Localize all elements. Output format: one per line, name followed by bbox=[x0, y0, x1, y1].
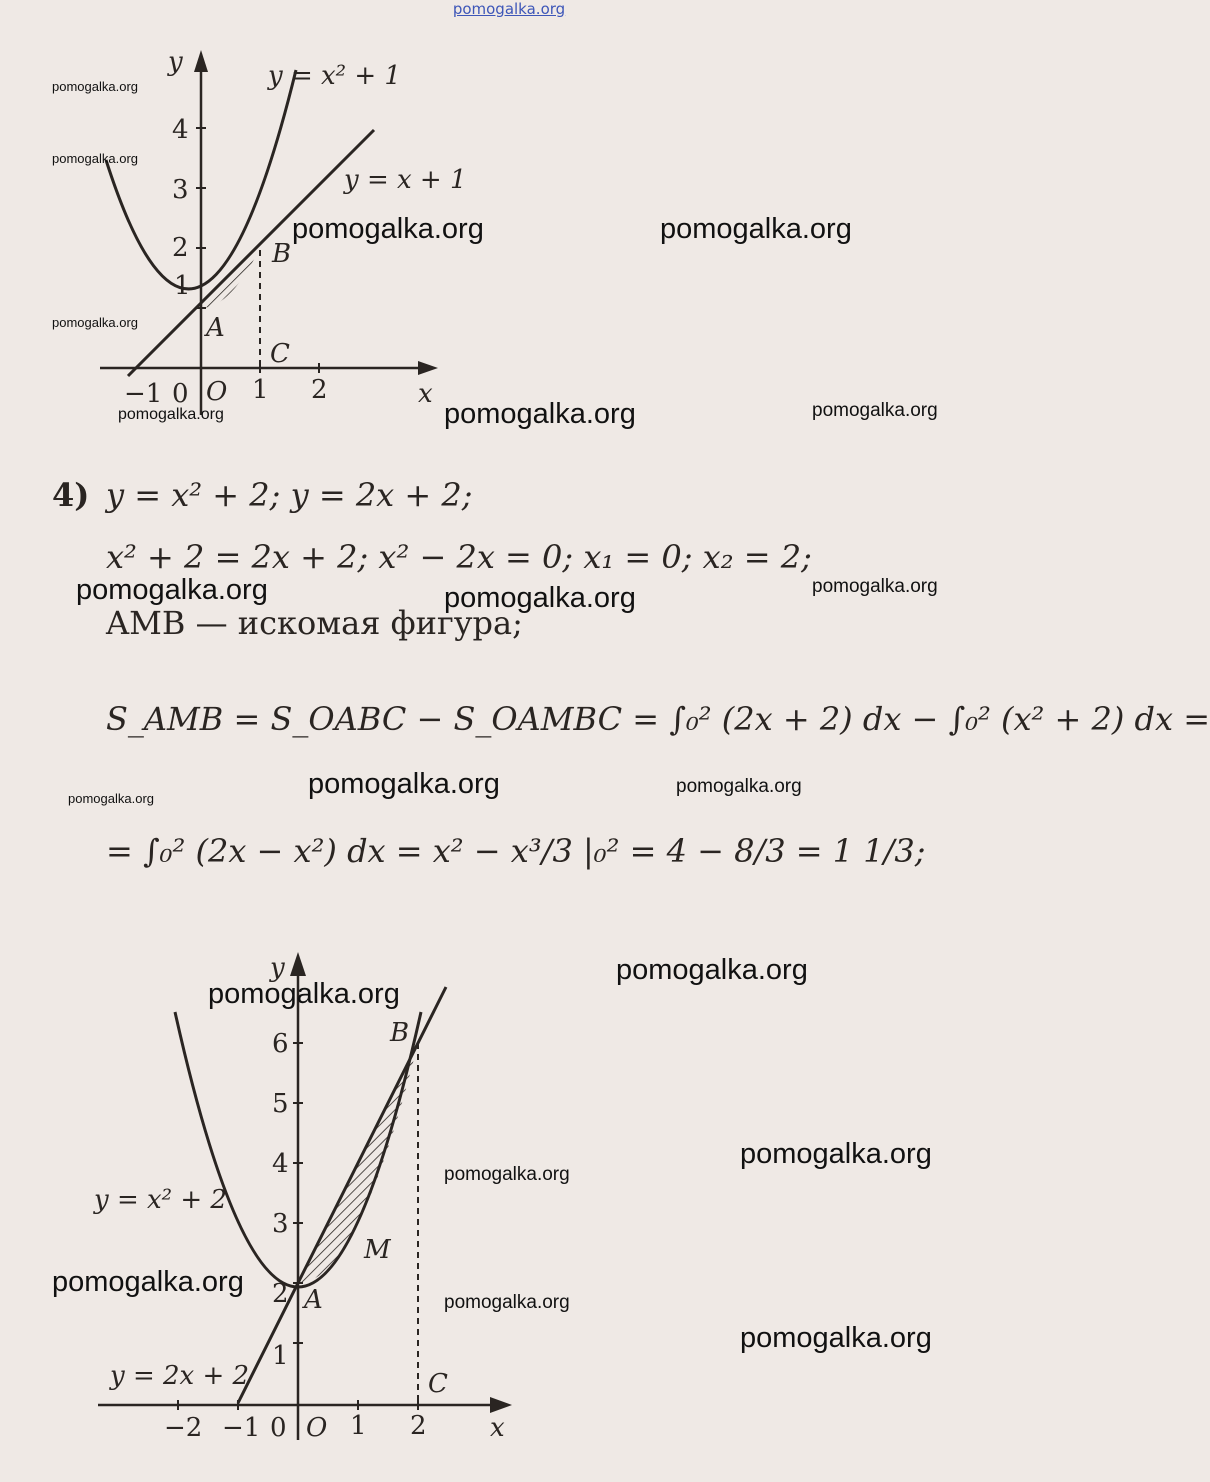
x-tick-label: −1 bbox=[222, 1413, 261, 1443]
x-tick-label: −1 bbox=[124, 379, 163, 409]
curve-label: y = x² + 2 bbox=[94, 1185, 227, 1215]
x-tick-label: 2 bbox=[311, 375, 328, 405]
line-label: y = x + 1 bbox=[344, 165, 467, 195]
watermark[interactable]: pomogalka.org bbox=[208, 978, 400, 1010]
y-axis-label: y bbox=[270, 953, 285, 983]
watermark[interactable]: pomogalka.org bbox=[118, 406, 224, 423]
point-c-label: C bbox=[270, 339, 290, 369]
y-tick-label: 2 bbox=[272, 1279, 289, 1309]
x-axis-label: x bbox=[490, 1413, 505, 1443]
problem-number: 4) bbox=[52, 476, 90, 514]
equation-line-3: AMB — искомая фигура; bbox=[106, 604, 523, 642]
x-tick-label: 0 bbox=[172, 379, 189, 409]
y-axis-label: y bbox=[168, 47, 183, 77]
watermark[interactable]: pomogalka.org bbox=[52, 79, 138, 94]
origin-label: O bbox=[206, 377, 228, 407]
equation-line-1: y = x² + 2; y = 2x + 2; bbox=[106, 476, 473, 514]
watermark[interactable]: pomogalka.org bbox=[292, 213, 484, 245]
x-tick-label: 0 bbox=[270, 1413, 287, 1443]
watermark[interactable]: pomogalka.org bbox=[676, 776, 802, 797]
y-tick-label: 4 bbox=[172, 115, 189, 145]
equation-line-2: x² + 2 = 2x + 2; x² − 2x = 0; x₁ = 0; x₂ = 2; bbox=[106, 538, 812, 576]
equation-line-5: = ∫₀² (2x − x²) dx = x² − x³/3 |₀² = 4 − 8/3 = 1 1/3; bbox=[106, 832, 926, 870]
y-tick-label: 3 bbox=[272, 1209, 289, 1239]
watermark[interactable]: pomogalka.org bbox=[812, 400, 938, 421]
y-tick-label: 1 bbox=[272, 1341, 289, 1371]
site-watermark-top[interactable]: pomogalka.org bbox=[452, 0, 566, 18]
y-tick-label: 6 bbox=[272, 1029, 289, 1059]
watermark[interactable]: pomogalka.org bbox=[740, 1138, 932, 1170]
watermark[interactable]: pomogalka.org bbox=[812, 576, 938, 597]
point-b-label: B bbox=[272, 239, 292, 269]
watermark[interactable]: pomogalka.org bbox=[52, 1266, 244, 1298]
point-c-label: C bbox=[428, 1369, 448, 1399]
y-axis-arrow bbox=[290, 952, 306, 976]
x-tick-label: 1 bbox=[252, 375, 269, 405]
origin-label: O bbox=[306, 1413, 328, 1443]
watermark[interactable]: pomogalka.org bbox=[444, 1292, 570, 1313]
x-axis-label: x bbox=[418, 379, 433, 409]
x-axis-arrow bbox=[418, 361, 438, 375]
watermark[interactable]: pomogalka.org bbox=[444, 1164, 570, 1185]
graph-2 bbox=[0, 940, 540, 1460]
line-curve bbox=[128, 130, 374, 376]
y-axis-arrow bbox=[194, 50, 208, 72]
point-m-label: M bbox=[364, 1235, 391, 1265]
watermark[interactable]: pomogalka.org bbox=[52, 151, 138, 166]
y-tick-label: 4 bbox=[272, 1149, 289, 1179]
watermark[interactable]: pomogalka.org bbox=[76, 574, 268, 606]
y-tick-label: 1 bbox=[174, 271, 191, 301]
point-b-label: B bbox=[390, 1018, 410, 1048]
point-a-label: A bbox=[304, 1285, 323, 1315]
y-tick-label: 3 bbox=[172, 175, 189, 205]
watermark[interactable]: pomogalka.org bbox=[660, 213, 852, 245]
x-tick-label: 2 bbox=[410, 1411, 427, 1441]
watermark[interactable]: pomogalka.org bbox=[616, 954, 808, 986]
point-a-label: A bbox=[206, 313, 225, 343]
y-tick-label: 2 bbox=[172, 233, 189, 263]
line-label: y = 2x + 2 bbox=[110, 1361, 250, 1391]
equation-line-4: S_AMB = S_OABC − S_OAMBC = ∫₀² (2x + 2) dx − ∫₀² (x² + 2) dx = bbox=[106, 700, 1210, 738]
x-tick-label: −2 bbox=[164, 1413, 203, 1443]
line-curve bbox=[238, 987, 446, 1403]
x-tick-label: 1 bbox=[350, 1411, 367, 1441]
curve-label: y = x² + 1 bbox=[268, 61, 401, 91]
x-axis-arrow bbox=[490, 1397, 512, 1413]
watermark[interactable]: pomogalka.org bbox=[52, 315, 138, 330]
y-tick-label: 5 bbox=[272, 1089, 289, 1119]
watermark[interactable]: pomogalka.org bbox=[740, 1322, 932, 1354]
watermark[interactable]: pomogalka.org bbox=[444, 582, 636, 614]
watermark[interactable]: pomogalka.org bbox=[68, 791, 154, 806]
watermark[interactable]: pomogalka.org bbox=[444, 398, 636, 430]
watermark[interactable]: pomogalka.org bbox=[308, 768, 500, 800]
